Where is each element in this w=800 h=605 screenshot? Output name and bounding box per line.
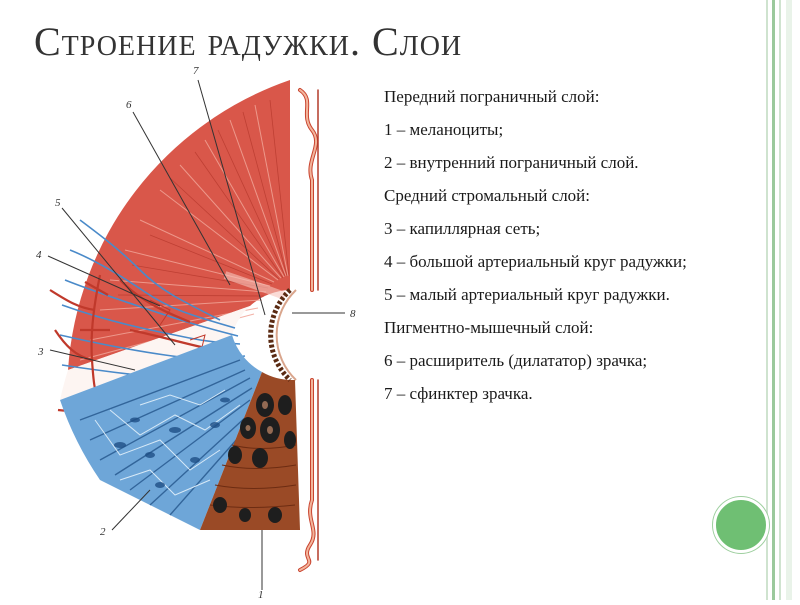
label-7: 7: [193, 65, 199, 77]
decorative-border: [762, 0, 800, 600]
legend-item: 3 – капиллярная сеть;: [384, 219, 541, 238]
slide-title: Строение радужки. Слои: [34, 19, 463, 64]
label-8: 8: [350, 308, 356, 320]
legend-list: [384, 86, 754, 416]
label-5: 5: [55, 197, 61, 209]
label-2: 2: [100, 526, 106, 538]
legend-item: 6 – расширитель (дилататор) зрачка;: [384, 351, 648, 370]
label-1: 1: [258, 589, 264, 600]
label-3: 3: [38, 346, 44, 358]
label-4: 4: [36, 249, 42, 261]
label-6: 6: [126, 99, 132, 111]
decorative-circle: [713, 497, 769, 553]
legend-item: 7 – сфинктер зрачка.: [384, 384, 533, 403]
legend-item: 4 – большой артериальный круг радужки;: [384, 252, 687, 271]
iris-illustration: [0, 60, 380, 600]
legend-item: 2 – внутренний пограничный слой.: [384, 153, 639, 172]
legend-item: 5 – малый артериальный круг радужки.: [384, 285, 670, 304]
legend-item: Передний пограничный слой:: [384, 87, 600, 106]
legend-item: 1 – меланоциты;: [384, 120, 504, 139]
legend-item: Средний стромальный слой:: [384, 186, 591, 205]
dilator-muscle-region: [68, 80, 290, 370]
legend-item: Пигментно-мышечный слой:: [384, 318, 594, 337]
